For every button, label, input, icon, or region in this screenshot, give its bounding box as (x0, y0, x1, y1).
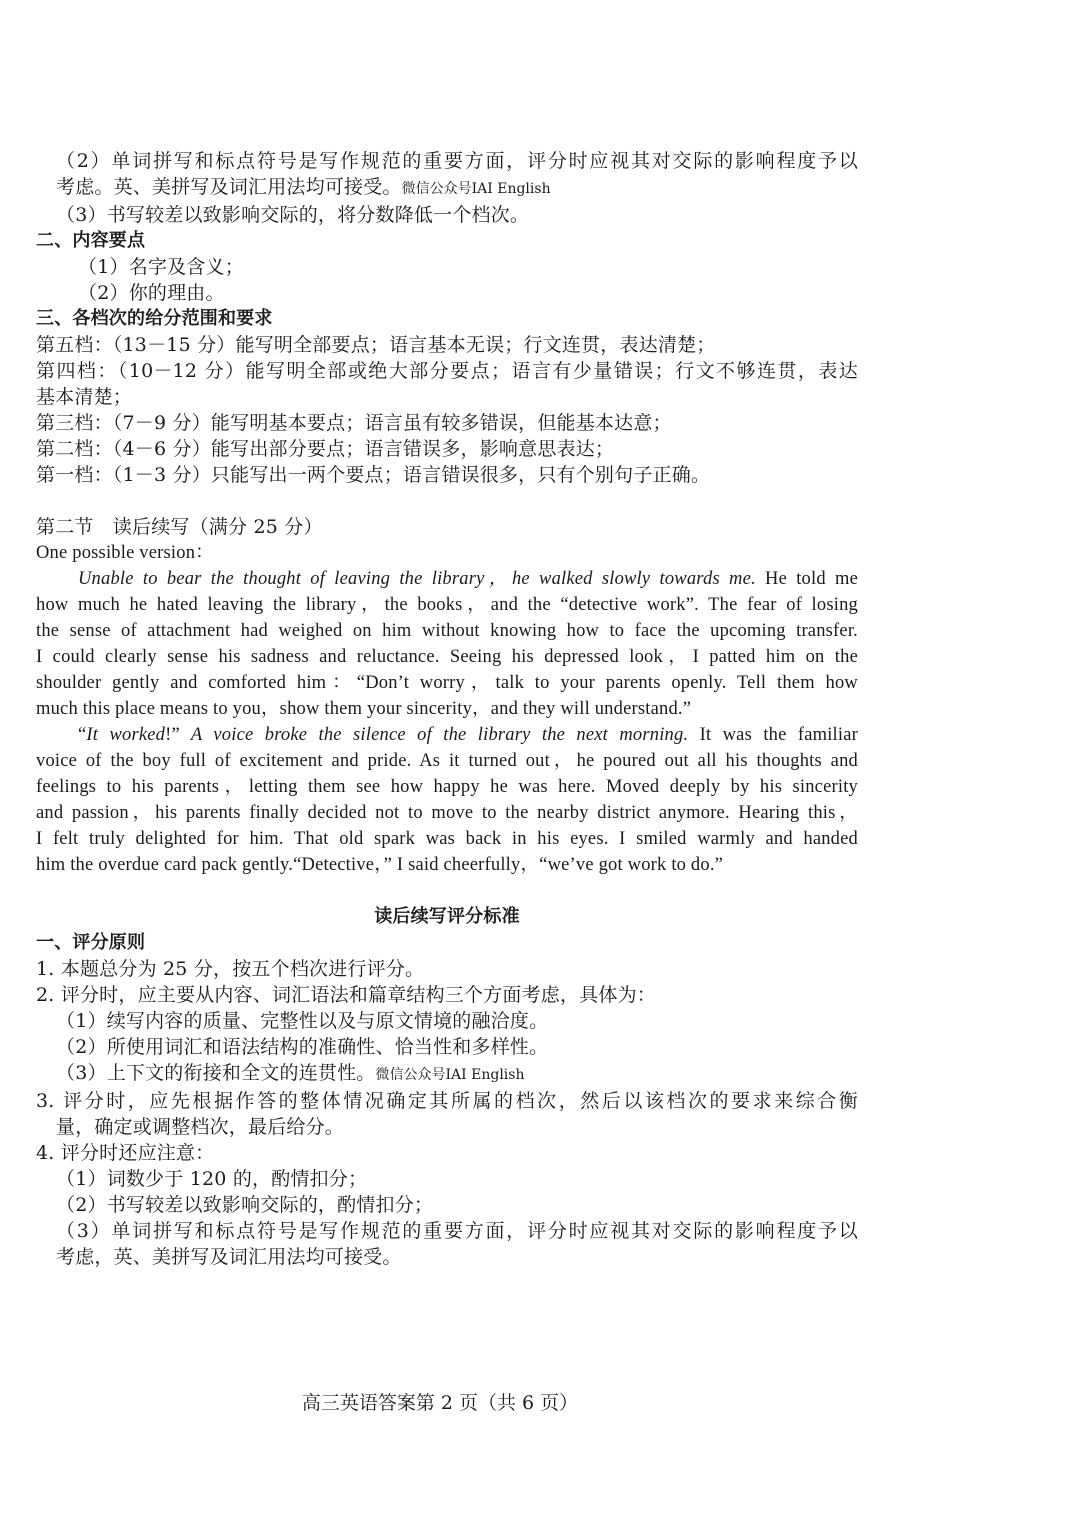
story-para1-line3: the sense of attachment had weighed on him without knowing how to face the upcoming transfer. (36, 621, 858, 641)
sample-intro: One possible version： (36, 543, 214, 563)
story-para1-line6: much this place means to you，show them your sincerity，and they will understand.” (36, 699, 692, 719)
story-para1-line5: shoulder gently and comforted him：“Don’t worry，talk to your parents openly. Tell them how (36, 673, 858, 693)
criterion-4-item-3: （3）单词拼写和标点符号是写作规范的重要方面，评分时应视其对交际的影响程度予以 (56, 1220, 858, 1242)
story-para2-line1: “It worked!” A voice broke the silence of the library the next morning. It was the familiar (78, 725, 858, 745)
grade-1: 第一档：（1－3 分）只能写出一两个要点；语言错误很多，只有个别句子正确。 (36, 464, 711, 486)
criterion-3-line1: 3. 评分时，应先根据作答的整体情况确定其所属的档次，然后以该档次的要求来综合衡 (36, 1090, 858, 1112)
grade-2: 第二档：（4－6 分）能写出部分要点；语言错误多，影响意思表达； (36, 438, 615, 460)
story-para2-line2: voice of the boy full of excitement and pride. As it turned out，he poured out all his thoughts and (36, 751, 858, 771)
criterion-4-item-3-cont: 考虑，英、美拼写及词汇用法均可接受。 (56, 1246, 402, 1268)
grade-4-line2: 基本清楚； (36, 386, 133, 408)
story-para2-line5: I felt truly delighted for him. That old spark was back in his eyes. I smiled warmly and handed (36, 829, 858, 849)
story-para2-line4: and passion，his parents finally decided not to move to the nearby district anymore. Hearing this， (36, 803, 858, 823)
watermark: 微信公众号IAI English (401, 181, 551, 197)
grade-4-line1: 第四档：（10－12 分）能写明全部或绝大部分要点；语言有少量错误；行文不够连贯，表达 (36, 360, 858, 382)
rule-p2-line1: （2）单词拼写和标点符号是写作规范的重要方面，评分时应视其对交际的影响程度予以 (56, 150, 858, 172)
content-point-1: （1）名字及含义； (78, 256, 244, 278)
watermark: 微信公众号IAI English (375, 1067, 525, 1083)
story-para1-line4: I could clearly sense his sadness and reluctance. Seeing his depressed look，I patted him on the (36, 647, 858, 667)
rule-p2-line2: 考虑。英、美拼写及词汇用法均可接受。微信公众号IAI English (56, 176, 551, 198)
criteria-heading: 一、评分原则 (36, 932, 146, 953)
page-footer: 高三英语答案第 2 页（共 6 页） (301, 1392, 579, 1414)
criterion-4: 4. 评分时还应注意： (36, 1142, 215, 1164)
grade-5: 第五档：（13－15 分）能写明全部要点；语言基本无误；行文连贯，表达清楚； (36, 334, 716, 356)
content-points-heading: 二、内容要点 (36, 230, 146, 251)
criterion-4-item-2: （2）书写较差以致影响交际的，酌情扣分； (56, 1194, 434, 1216)
story-para1-line2: how much he hated leaving the library，the books，and the “detective work”. The fear of losing (36, 595, 858, 615)
story-para2-line6: him the overdue card pack gently.“Detective，” I said cheerfully，“we’ve got work to do.” (36, 855, 724, 875)
grades-heading: 三、各档次的给分范围和要求 (36, 308, 273, 329)
criterion-2-item-2: （2）所使用词汇和语法结构的准确性、恰当性和多样性。 (56, 1036, 549, 1058)
criterion-2-item-3: （3）上下文的衔接和全文的连贯性。微信公众号IAI English (56, 1062, 525, 1084)
criterion-4-item-1: （1）词数少于 120 的，酌情扣分； (56, 1168, 368, 1190)
rule-p3: （3）书写较差以致影响交际的，将分数降低一个档次。 (56, 204, 530, 226)
story-para1-line1: Unable to bear the thought of leaving the library，he walked slowly towards me. He told me (78, 569, 858, 589)
story-para2-line3: feelings to his parents，letting them see how happy he was here. Moved deeply by his sincerity (36, 777, 858, 797)
grade-3: 第三档：（7－9 分）能写明基本要点；语言虽有较多错误，但能基本达意； (36, 412, 672, 434)
criterion-2: 2. 评分时，应主要从内容、词汇语法和篇章结构三个方面考虑，具体为： (36, 984, 656, 1006)
criterion-3-line2: 量，确定或调整档次，最后给分。 (56, 1116, 345, 1138)
criterion-2-item-1: （1）续写内容的质量、完整性以及与原文情境的融洽度。 (56, 1010, 549, 1032)
answer-page (36, 148, 858, 1270)
content-point-2: （2）你的理由。 (78, 282, 225, 304)
criterion-1: 1. 本题总分为 25 分，按五个档次进行评分。 (36, 958, 425, 980)
criteria-title: 读后续写评分标准 (374, 906, 520, 927)
section2-title: 第二节 读后续写（满分 25 分） (36, 516, 323, 538)
